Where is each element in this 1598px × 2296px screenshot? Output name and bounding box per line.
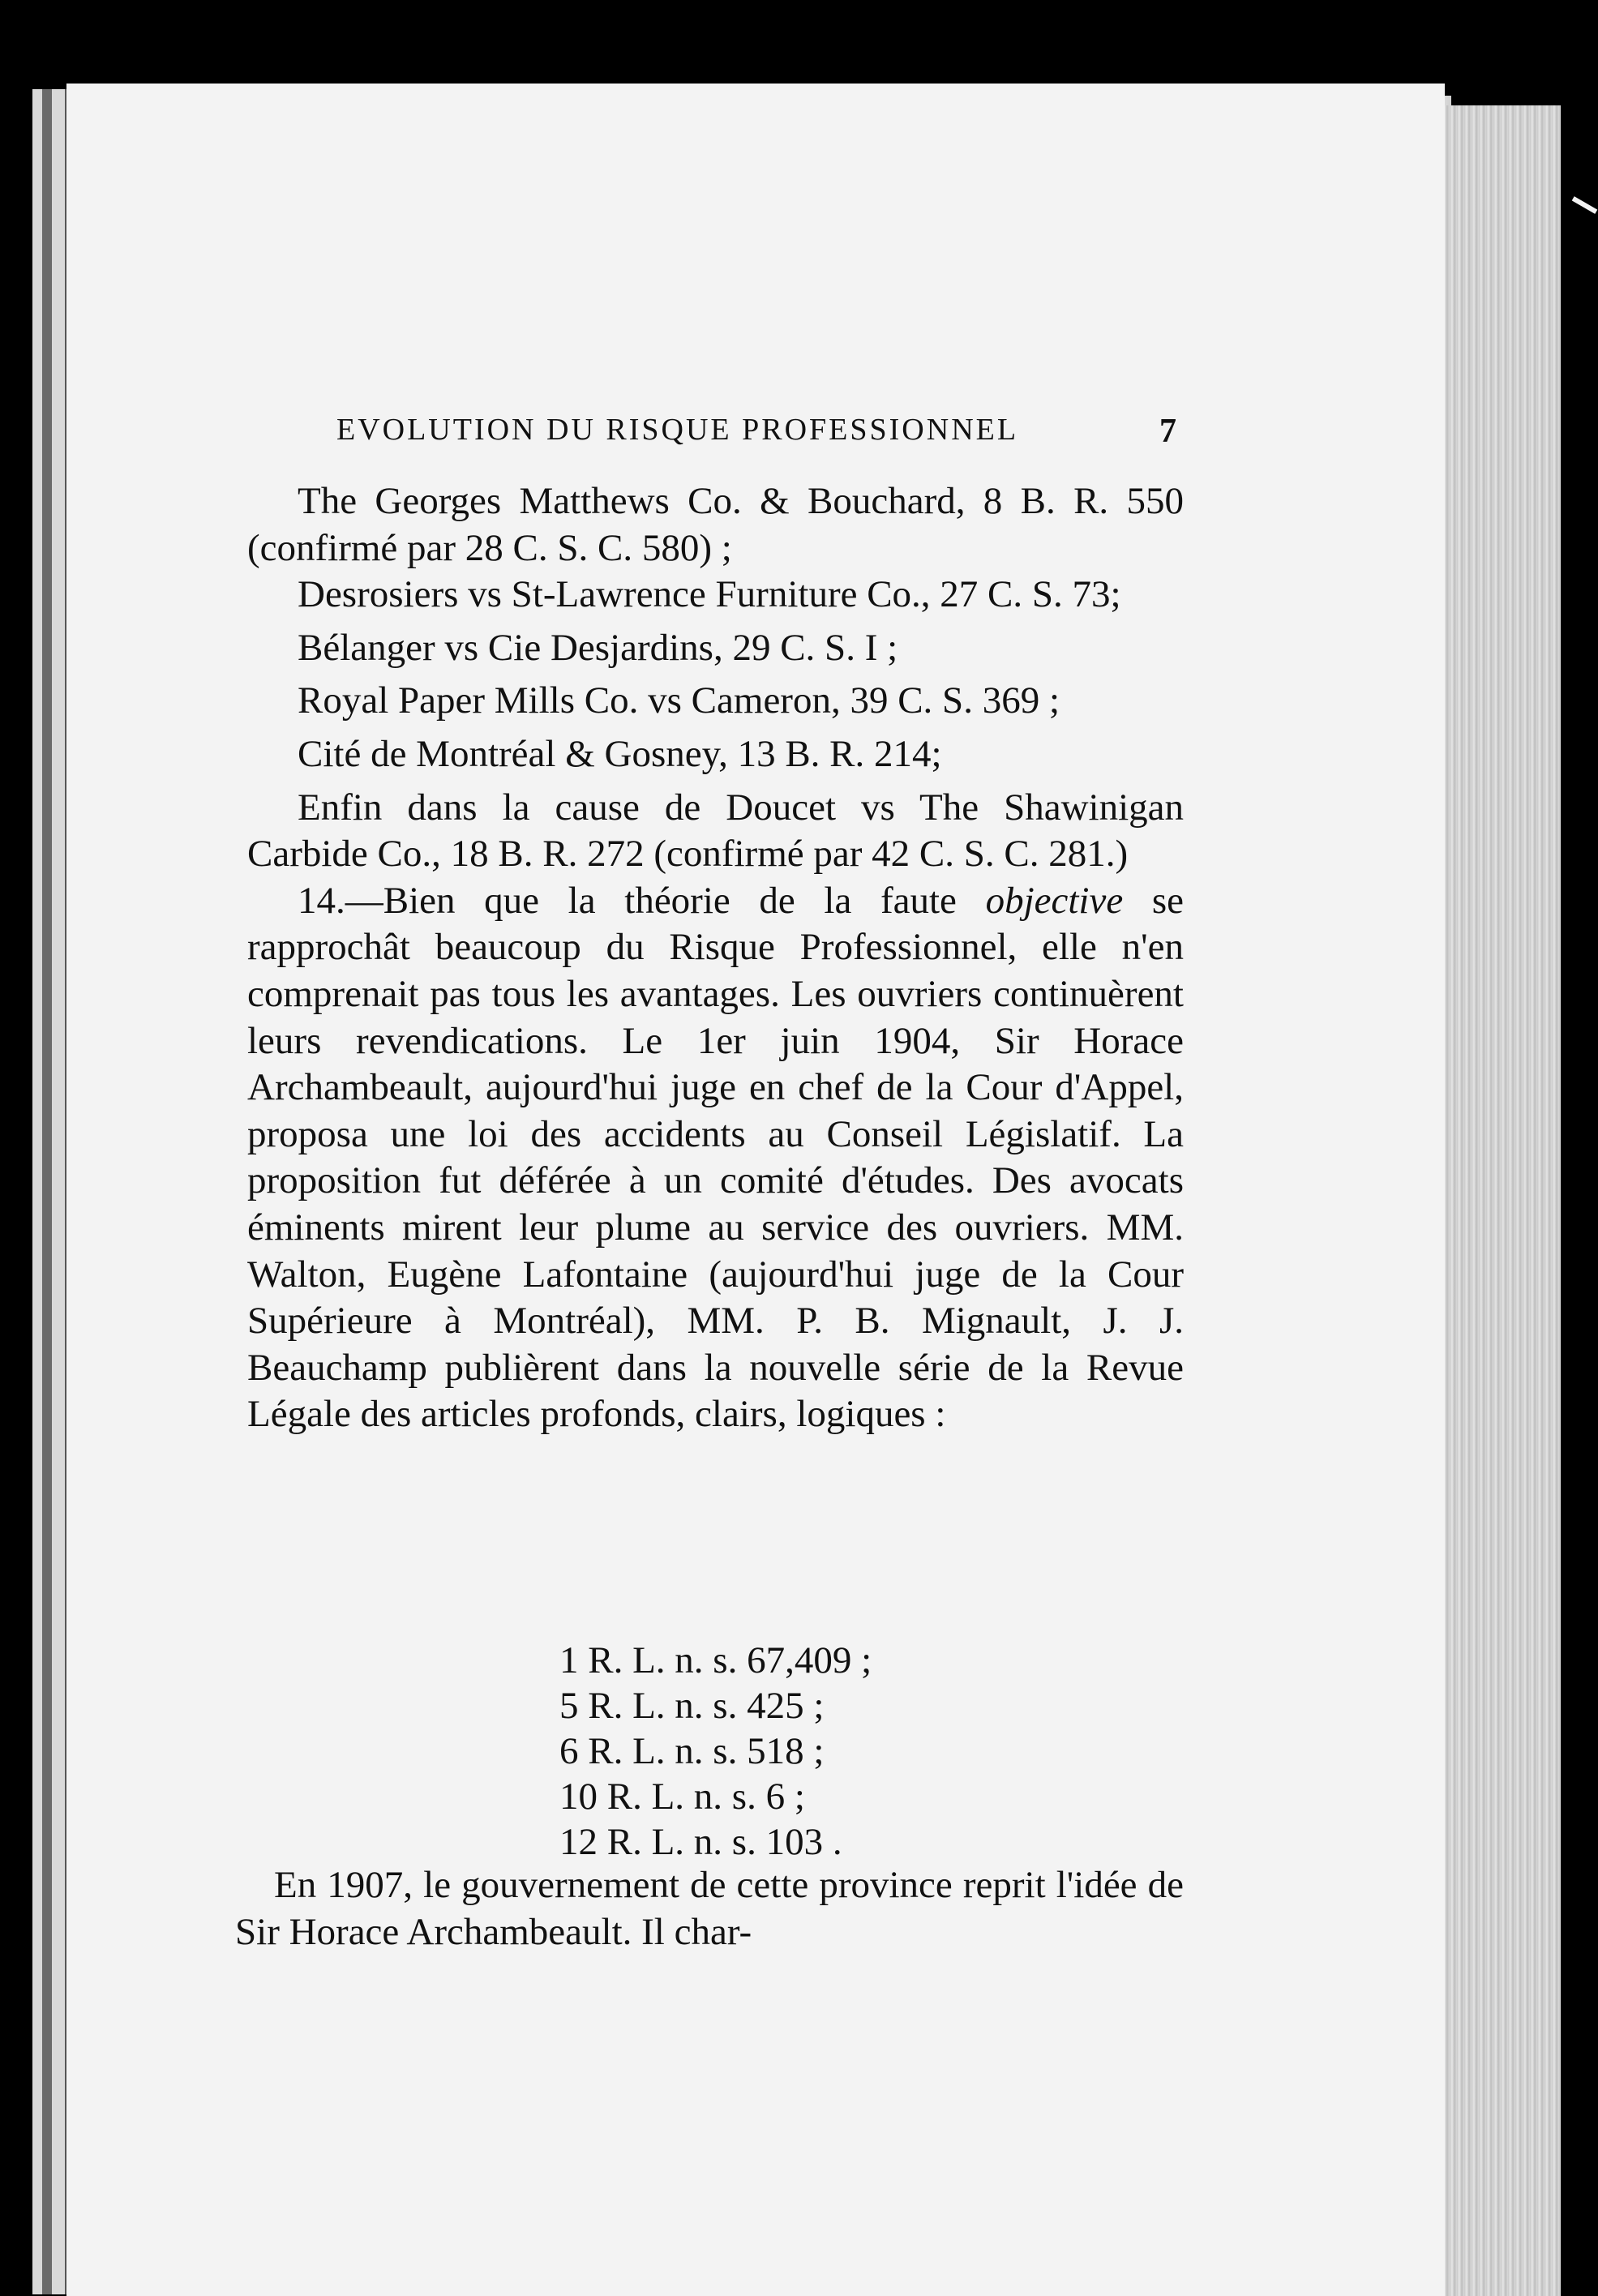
citation-6: Enfin dans la cause de Doucet vs The Shawinigan Carbide Co., 18 B. R. 272 (confirmé par 42 C. S. C. 281.)	[247, 786, 1184, 876]
binding-shadow	[42, 89, 52, 2294]
reference-4: 10 R. L. n. s. 6 ;	[559, 1776, 805, 1818]
background-border	[1561, 0, 1598, 2296]
closing-paragraph: En 1907, le gouvernement de cette province reprit l'idée de Sir Horace Archambeault. Il char-	[235, 1864, 1184, 1953]
closing-text	[235, 1861, 1184, 1955]
reference-2: 5 R. L. n. s. 425 ;	[559, 1685, 825, 1727]
paragraph-14-italic: objective	[985, 879, 1124, 922]
main-text	[247, 478, 1184, 1438]
page-number: 7	[1159, 413, 1176, 450]
citation-3: Bélanger vs Cie Desjardins, 29 C. S. I ;	[298, 626, 898, 669]
reference-list	[559, 1638, 965, 1865]
paragraph-14	[247, 878, 1184, 1438]
citation-5: Cité de Montréal & Gosney, 13 B. R. 214;	[298, 732, 942, 775]
citation-2: Desrosiers vs St-Lawrence Furniture Co., 27 C. S. 73;	[298, 573, 1121, 616]
paragraph-14-start: 14.—Bien que la théorie de la faute	[298, 879, 986, 922]
citation-4: Royal Paper Mills Co. vs Cameron, 39 C. S. 369 ;	[298, 679, 1060, 722]
reference-3: 6 R. L. n. s. 518 ;	[559, 1730, 825, 1772]
citation-1: The Georges Matthews Co. & Bouchard, 8 B. R. 550 (confirmé par 28 C. S. C. 580) ;	[247, 480, 1184, 569]
reference-5: 12 R. L. n. s. 103 .	[559, 1821, 842, 1863]
running-title: EVOLUTION DU RISQUE PROFESSIONNEL	[336, 413, 1019, 447]
page-stack-edge	[1435, 105, 1561, 2296]
paragraph-14-rest: se rapprochât beaucoup du Risque Professionnel, elle n'en comprenait pas tous les avantages. Les ouvriers continuèrent leurs revendications. Le 1er juin 1904, Sir Horace Archambeault, aujourd'hui juge en chef de la Cour d'Appel, proposa une loi des accidents au Conseil Législatif. La proposition fut déférée à un comité d'études. Des avocats éminents mirent leur plume au service des ouvriers. MM. Walton, Eugène Lafontaine (aujourd'hui juge de la Cour Supérieure à Montréal), MM. P. B. Mignault, J. J. Beauchamp publièrent dans la nouvelle série de la Revue Légale des articles profonds, clairs, logiques :	[247, 879, 1185, 1436]
reference-1: 1 R. L. n. s. 67,409 ;	[559, 1639, 872, 1681]
